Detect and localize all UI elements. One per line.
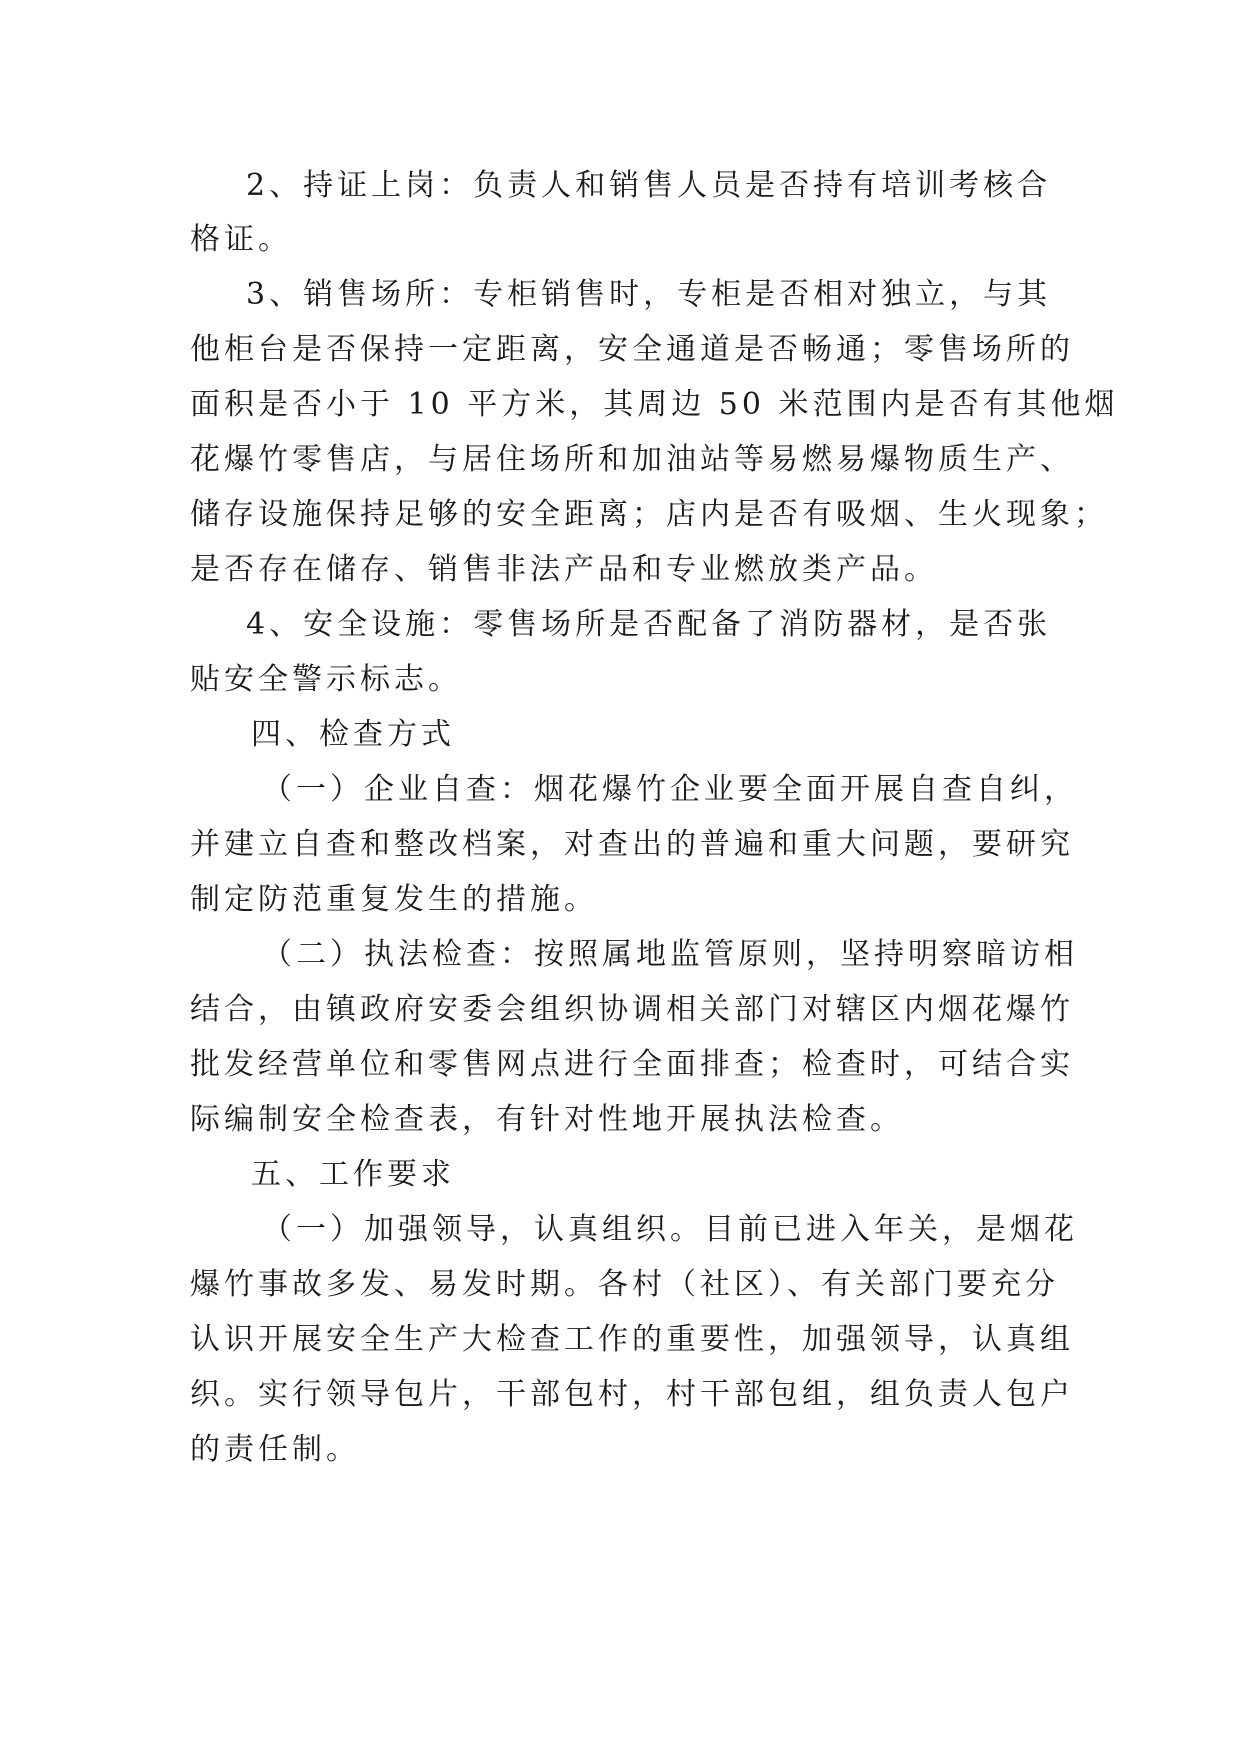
paragraph-line: 并建立自查和整改档案，对查出的普遍和重大问题，要研究 (190, 827, 1074, 862)
paragraph-line: （二）执法检查：按照属地监管原则，坚持明察暗访相 (262, 937, 1078, 972)
paragraph-line: 织。实行领导包片，干部包村，村干部包组，组负责人包户 (190, 1377, 1074, 1412)
paragraph-line: 3、销售场所：专柜销售时，专柜是否相对独立，与其 (246, 277, 1052, 312)
paragraph-line: 面积是否小于 10 平方米，其周边 50 米范围内是否有其他烟 (190, 387, 1119, 422)
paragraph-line: 花爆竹零售店，与居住场所和加油站等易燃易爆物质生产、 (190, 442, 1074, 477)
paragraph-line: 是否存在储存、销售非法产品和专业燃放类产品。 (190, 552, 938, 587)
paragraph-line: 际编制安全检查表，有针对性地开展执法检查。 (190, 1102, 904, 1137)
paragraph-line: 2、持证上岗：负责人和销售人员是否持有培训考核合 (246, 168, 1052, 203)
section-heading: 四、检查方式 (251, 717, 455, 752)
section-heading: 五、工作要求 (251, 1157, 455, 1192)
paragraph-line: 格证。 (190, 222, 292, 257)
paragraph-line: 4、安全设施：零售场所是否配备了消防器材，是否张 (246, 607, 1052, 642)
paragraph-line: 的责任制。 (190, 1432, 360, 1467)
paragraph-line: 他柜台是否保持一定距离，安全通道是否畅通；零售场所的 (190, 332, 1074, 367)
paragraph-line: （一）加强领导，认真组织。目前已进入年关，是烟花 (262, 1212, 1078, 1247)
paragraph-line: （一）企业自查：烟花爆竹企业要全面开展自查自纠， (262, 772, 1078, 807)
paragraph-line: 制定防范重复发生的措施。 (190, 882, 598, 917)
paragraph-line: 批发经营单位和零售网点进行全面排查；检查时，可结合实 (190, 1047, 1074, 1082)
paragraph-line: 结合，由镇政府安委会组织协调相关部门对辖区内烟花爆竹 (190, 992, 1074, 1027)
paragraph-line: 爆竹事故多发、易发时期。各村（社区）、有关部门要充分 (190, 1267, 1059, 1302)
paragraph-line: 贴安全警示标志。 (190, 662, 462, 697)
paragraph-line: 认识开展安全生产大检查工作的重要性，加强领导，认真组 (190, 1322, 1074, 1357)
paragraph-line: 储存设施保持足够的安全距离；店内是否有吸烟、生火现象； (190, 497, 1108, 532)
